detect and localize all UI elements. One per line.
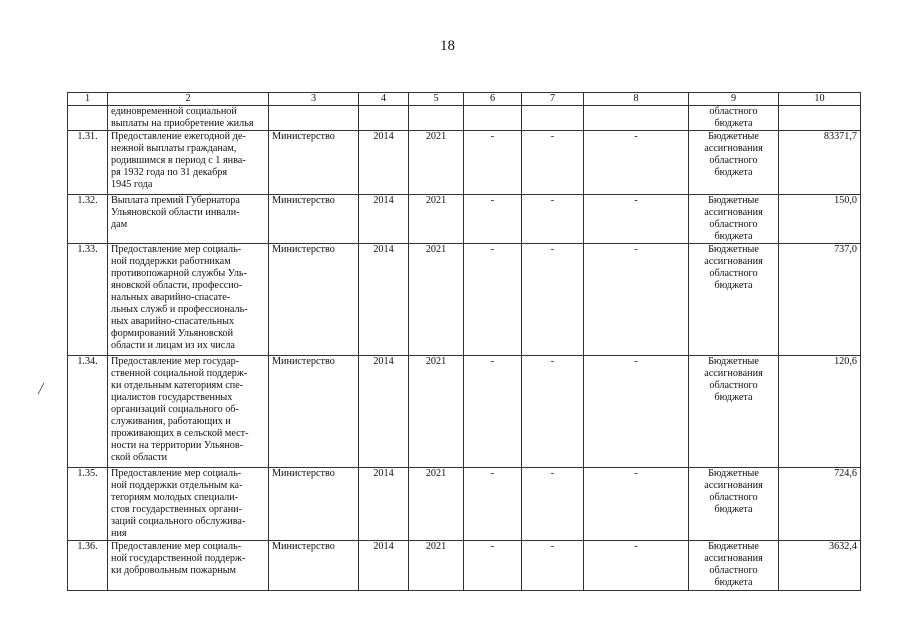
table-row: [68, 541, 861, 591]
cell-executor: Министерство: [269, 541, 359, 591]
column-header: 3: [269, 93, 359, 106]
column-header: 10: [779, 93, 861, 106]
cell-start-year: 2014: [359, 131, 409, 195]
cell-end-year: [409, 106, 464, 131]
table-row: [68, 195, 861, 244]
cell-col8: -: [584, 195, 689, 244]
column-header: 8: [584, 93, 689, 106]
cell-num: 1.36.: [68, 541, 108, 591]
cell-num: 1.31.: [68, 131, 108, 195]
cell-col8: -: [584, 244, 689, 356]
program-measures-table: [67, 92, 861, 591]
cell-num: 1.33.: [68, 244, 108, 356]
cell-measure-name: Предоставление ежегодной де- нежной выплаты гражданам, родившимся в период с 1 янва- ря 1932 года по 31 декабря 1945 года: [108, 131, 269, 195]
column-header: 7: [522, 93, 584, 106]
cell-value: 3632,4: [779, 541, 861, 591]
column-header: 6: [464, 93, 522, 106]
cell-col7: -: [522, 131, 584, 195]
cell-value: 737,0: [779, 244, 861, 356]
cell-value: 120,6: [779, 356, 861, 468]
cell-start-year: 2014: [359, 541, 409, 591]
cell-funding-source: Бюджетные ассигнования областного бюджета: [689, 468, 779, 541]
cell-executor: Министерство: [269, 468, 359, 541]
cell-end-year: 2021: [409, 468, 464, 541]
cell-col7: -: [522, 468, 584, 541]
cell-end-year: 2021: [409, 195, 464, 244]
cell-funding-source: Бюджетные ассигнования областного бюджета: [689, 541, 779, 591]
cell-start-year: 2014: [359, 244, 409, 356]
cell-measure-name: Предоставление мер государ- ственной социальной поддерж- ки отдельным категориям спе- циалистов государственных организаций социального об- служивания, работающих и проживающих в сельской мест- ности на территории Ульянов- ской области: [108, 356, 269, 468]
cell-col6: -: [464, 541, 522, 591]
cell-value: [779, 106, 861, 131]
margin-mark: ╱: [38, 384, 45, 395]
cell-num: [68, 106, 108, 131]
cell-value: 83371,7: [779, 131, 861, 195]
cell-value: 150,0: [779, 195, 861, 244]
cell-funding-source: Бюджетные ассигнования областного бюджета: [689, 244, 779, 356]
cell-col8: -: [584, 468, 689, 541]
cell-executor: Министерство: [269, 195, 359, 244]
cell-funding-source: Бюджетные ассигнования областного бюджета: [689, 356, 779, 468]
cell-col6: -: [464, 131, 522, 195]
cell-col7: -: [522, 244, 584, 356]
cell-start-year: 2014: [359, 195, 409, 244]
table-row: [68, 356, 861, 468]
table-header-row: [68, 93, 861, 106]
cell-num: 1.35.: [68, 468, 108, 541]
cell-executor: Министерство: [269, 356, 359, 468]
cell-end-year: 2021: [409, 131, 464, 195]
page-number: 18: [440, 38, 455, 54]
cell-funding-source: Бюджетные ассигнования областного бюджета: [689, 131, 779, 195]
cell-start-year: [359, 106, 409, 131]
cell-funding-source: областного бюджета: [689, 106, 779, 131]
cell-col6: -: [464, 195, 522, 244]
table-row-continuation: [68, 106, 861, 131]
cell-executor: Министерство: [269, 131, 359, 195]
cell-num: 1.32.: [68, 195, 108, 244]
cell-start-year: 2014: [359, 468, 409, 541]
cell-col8: [584, 106, 689, 131]
cell-funding-source: Бюджетные ассигнования областного бюджета: [689, 195, 779, 244]
column-header: 5: [409, 93, 464, 106]
cell-col8: -: [584, 541, 689, 591]
cell-col8: -: [584, 131, 689, 195]
table-row: [68, 244, 861, 356]
cell-value: 724,6: [779, 468, 861, 541]
column-header: 2: [108, 93, 269, 106]
table-row: [68, 468, 861, 541]
cell-executor: [269, 106, 359, 131]
cell-measure-name: Предоставление мер социаль- ной поддержки отдельным ка- тегориям молодых специали- стов государственных органи- заций социального обслужива- ния: [108, 468, 269, 541]
cell-col7: -: [522, 541, 584, 591]
column-header: 1: [68, 93, 108, 106]
column-header: 4: [359, 93, 409, 106]
cell-measure-name: Предоставление мер социаль- ной поддержки работникам противопожарной службы Уль- яновской области, профессио- нальных аварийно-спасате- льных служб и профессиональ- ных аварийно-спасательных формирований Ульяновской области и лицам из их числа: [108, 244, 269, 356]
cell-col6: -: [464, 244, 522, 356]
cell-num: 1.34.: [68, 356, 108, 468]
cell-measure-name: Выплата премий Губернатора Ульяновской области инвали- дам: [108, 195, 269, 244]
cell-col6: -: [464, 356, 522, 468]
cell-end-year: 2021: [409, 541, 464, 591]
cell-col7: [522, 106, 584, 131]
cell-col6: -: [464, 468, 522, 541]
table-row: [68, 131, 861, 195]
cell-col7: -: [522, 195, 584, 244]
cell-col6: [464, 106, 522, 131]
cell-measure-name: единовременной социальной выплаты на приобретение жилья: [108, 106, 269, 131]
cell-col7: -: [522, 356, 584, 468]
cell-start-year: 2014: [359, 356, 409, 468]
cell-end-year: 2021: [409, 244, 464, 356]
cell-measure-name: Предоставление мер социаль- ной государственной поддерж- ки добровольным пожарным: [108, 541, 269, 591]
cell-col8: -: [584, 356, 689, 468]
cell-executor: Министерство: [269, 244, 359, 356]
column-header: 9: [689, 93, 779, 106]
cell-end-year: 2021: [409, 356, 464, 468]
